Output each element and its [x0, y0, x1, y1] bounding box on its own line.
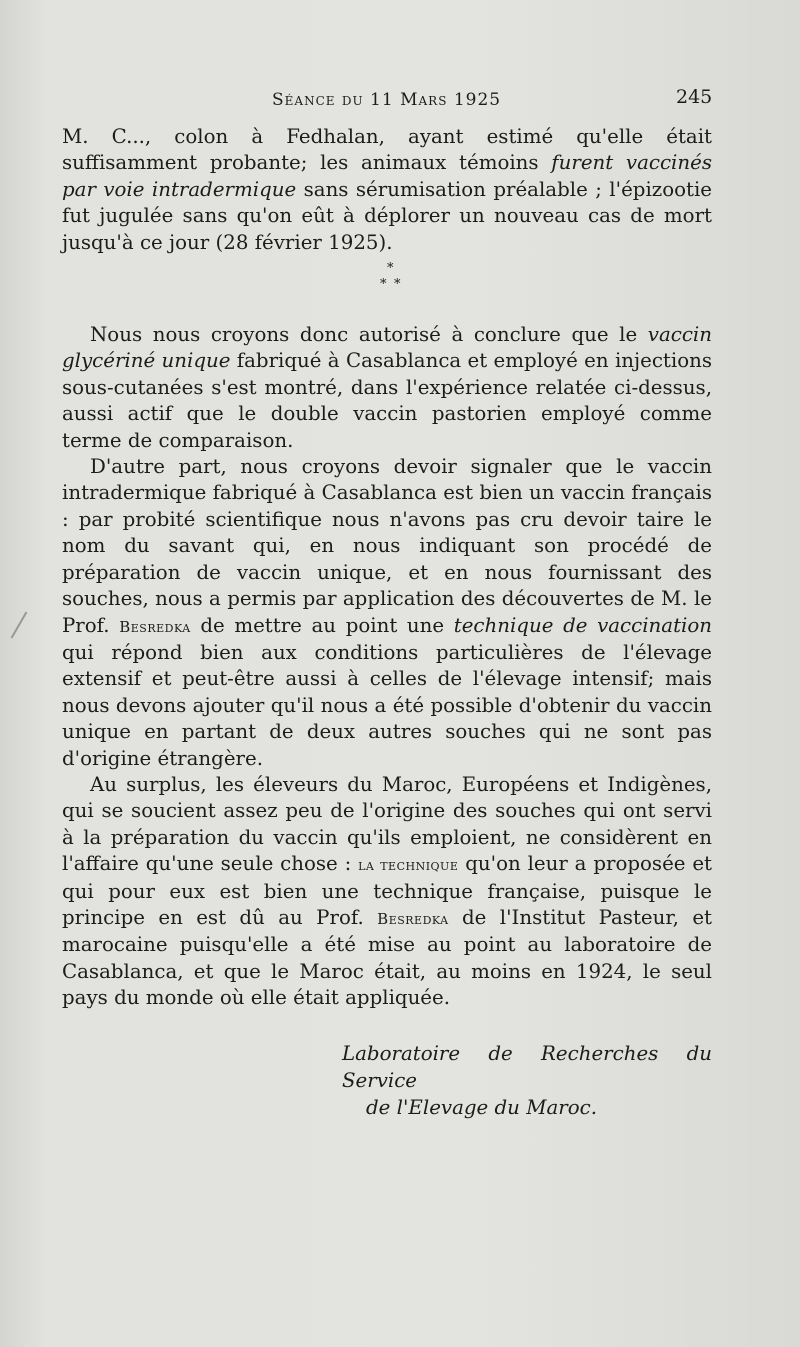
- text-run: qui répond bien aux conditions particulières de l'élevage extensif et peut-être aussi à celles de l'élevage intensif; mais nous devons ajouter qu'il nous a été possible d'obtenir du vaccin unique en partant de deux autres souches qui ne sont pas d'origine étrangère.: [62, 640, 712, 770]
- paragraph-3: [62, 454, 712, 772]
- text-run: Nous nous croyons donc autorisé à conclure que le: [90, 323, 648, 347]
- smallcaps-name: Besredka: [377, 909, 449, 928]
- text-run: M. C..., colon à Fedhalan, ayant estimé qu'elle était suffisamment probante; les animaux témoins: [62, 125, 712, 175]
- asterisk: *: [387, 261, 394, 277]
- signature-line-1: Laboratoire de Recherches du Service: [342, 1041, 712, 1092]
- signature-block: [62, 1040, 712, 1121]
- asterisk: *: [380, 277, 387, 293]
- section-divider-asterism: [62, 256, 712, 308]
- running-head: Séance du 11 Mars 1925: [272, 90, 502, 110]
- text-run: de mettre au point une: [190, 613, 454, 637]
- text-run: qu'on leur a proposée et qui pour eux est bien une technique française, puisque le principe en est dû au Prof.: [62, 852, 713, 929]
- paragraph-4: [62, 772, 712, 1012]
- page-header: [0, 86, 800, 116]
- italic-run: furent vaccinés par voie intradermique: [62, 151, 712, 201]
- italic-run: technique de vaccination: [453, 613, 712, 637]
- asterisk: *: [394, 277, 401, 293]
- paragraph-2: [62, 322, 712, 454]
- text-run: sans sérumisation préalable ; l'épizootie fut jugulée sans qu'on eût à déplorer un nouveau cas de mort jusqu'à ce jour (28 février 1925).: [62, 177, 712, 254]
- signature-line-2: de l'Elevage du Maroc.: [366, 1095, 597, 1119]
- smallcaps-term: la technique: [358, 856, 459, 875]
- text-run: D'autre part, nous croyons devoir signaler que le vaccin intradermique fabriqué à Casablanca est bien un vaccin français : par probité scientifique nous n'avons pas cru devoir taire le nom du savant qui, en nous indiquant son procédé de préparation de vaccin unique, et en nous fournissant des souches, nous a permis par application des découvertes de M. le Prof.: [62, 455, 712, 637]
- text-run: de l'Institut Pasteur, et marocaine puisqu'elle a été mise au point au laboratoire de Casablanca, et que le Maroc était, au moins en 1924, le seul pays du monde où elle était appliquée.: [62, 905, 712, 1010]
- text-run: fabriqué à Casablanca et employé en injections sous-cutanées s'est montré, dans l'expérience relatée ci-dessus, aussi actif que le double vaccin pastorien employé comme terme de comparaison.: [62, 349, 713, 452]
- body-text: [62, 124, 712, 1121]
- smallcaps-name: Besredka: [119, 617, 191, 636]
- page-number: 245: [676, 86, 713, 108]
- paragraph-1: [62, 124, 712, 256]
- italic-run: vaccin glycériné unique: [62, 323, 712, 373]
- text-run: Au surplus, les éleveurs du Maroc, Européens et Indigènes, qui se soucient assez peu de l'origine des souches qui ont servi à la préparation du vaccin qu'ils emploient, ne considèrent en l'affaire qu'une seule chose :: [62, 772, 712, 876]
- margin-mark: [11, 612, 28, 639]
